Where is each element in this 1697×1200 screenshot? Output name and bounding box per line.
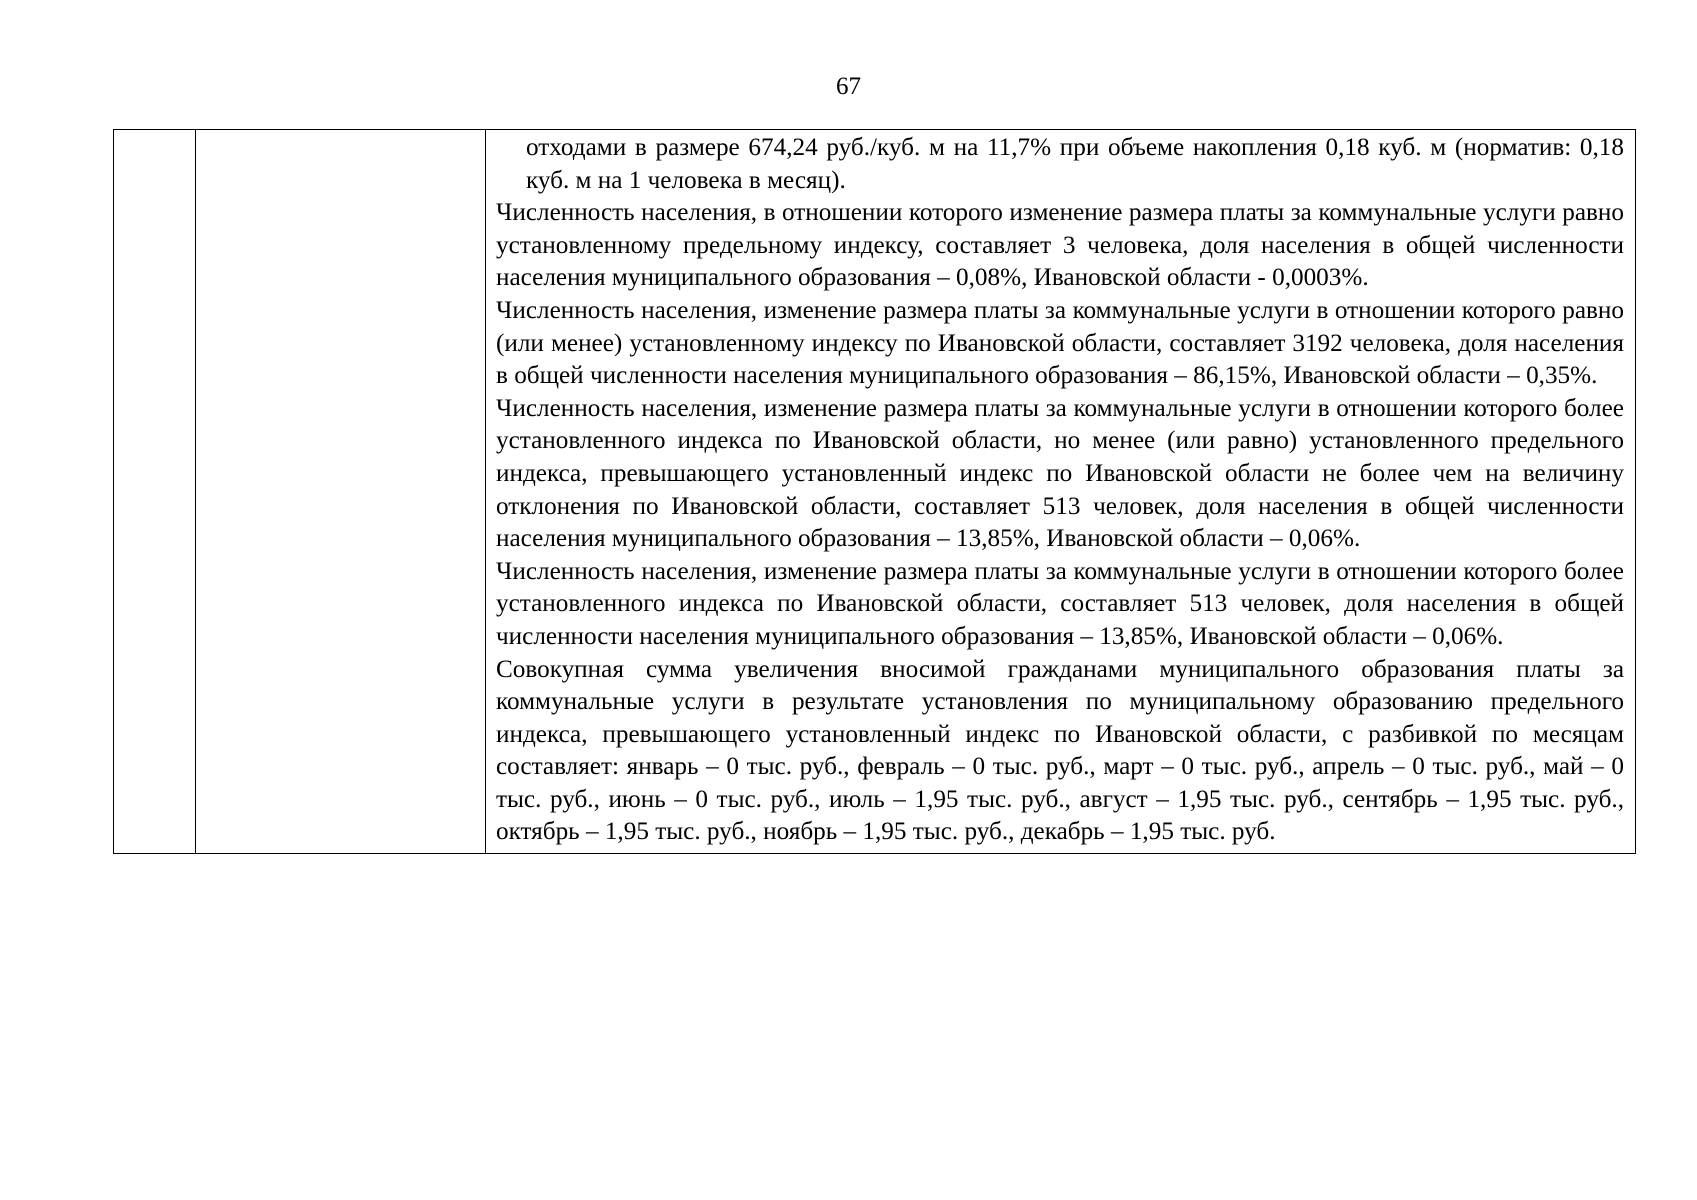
- paragraph-population-above-index: Численность населения, изменение размера платы за коммунальные услуги в отношении которого более установленного индекса по Ивановской области, составляет 513 человек, доля населения в общей численности населения муниципального образования – 13,85%, Ивановской области – 0,06%.: [496, 557, 1624, 650]
- paragraph-population-below-index: Численность населения, изменение размера платы за коммунальные услуги в отношении которого равно (или менее) установленному индексу по Ивановской области, составляет 3192 человека, доля населения в общей численности населения муниципального образования – 86,15%, Ивановской области – 0,35%.: [496, 296, 1624, 390]
- table-row: [114, 130, 1636, 854]
- table-cell-name: [196, 130, 486, 854]
- paragraph-population-at-limit: Численность населения, в отношении которого изменение размера платы за коммунальные услуги равно установленному предельному индексу, составляет 3 человека, доля населения в общей численности населения муниципального образования – 0,08%, Ивановской области - 0,0003%.: [496, 199, 1624, 292]
- document-table: [113, 129, 1636, 854]
- page-number: 67: [836, 73, 861, 100]
- table-cell-number: [114, 130, 196, 854]
- table-cell-description: [486, 130, 1636, 854]
- paragraph-monthly-increase: Совокупная сумма увеличения вносимой гражданами муниципального образования платы за коммунальные услуги в результате установления по муниципальному образованию предельного индекса, превышающего установленный индекс по Ивановской области, с разбивкой по месяцам составляет: январь – 0 тыс. руб., февраль – 0 тыс. руб., март – 0 тыс. руб., апрель – 0 тыс. руб., май – 0 тыс. руб., июнь – 0 тыс. руб., июль – 1,95 тыс. руб., август – 1,95 тыс. руб., сентябрь – 1,95 тыс. руб., октябрь – 1,95 тыс. руб., ноябрь – 1,95 тыс. руб., декабрь – 1,95 тыс. руб.: [496, 655, 1624, 846]
- paragraph-continuation: отходами в размере 674,24 руб./куб. м на 11,7% при объеме накопления 0,18 куб. м (норматив: 0,18 куб. м на 1 человека в месяц).: [526, 134, 1624, 194]
- paragraph-population-within-deviation: Численность населения, изменение размера платы за коммунальные услуги в отношении которого более установленного индекса по Ивановской области, но менее (или равно) установленного предельного индекса, превышающего установленный индекс по Ивановской области не более чем на величину отклонения по Ивановской области, составляет 513 человек, доля населения в общей численности населения муниципального образования – 13,85%, Ивановской области – 0,06%.: [496, 394, 1624, 553]
